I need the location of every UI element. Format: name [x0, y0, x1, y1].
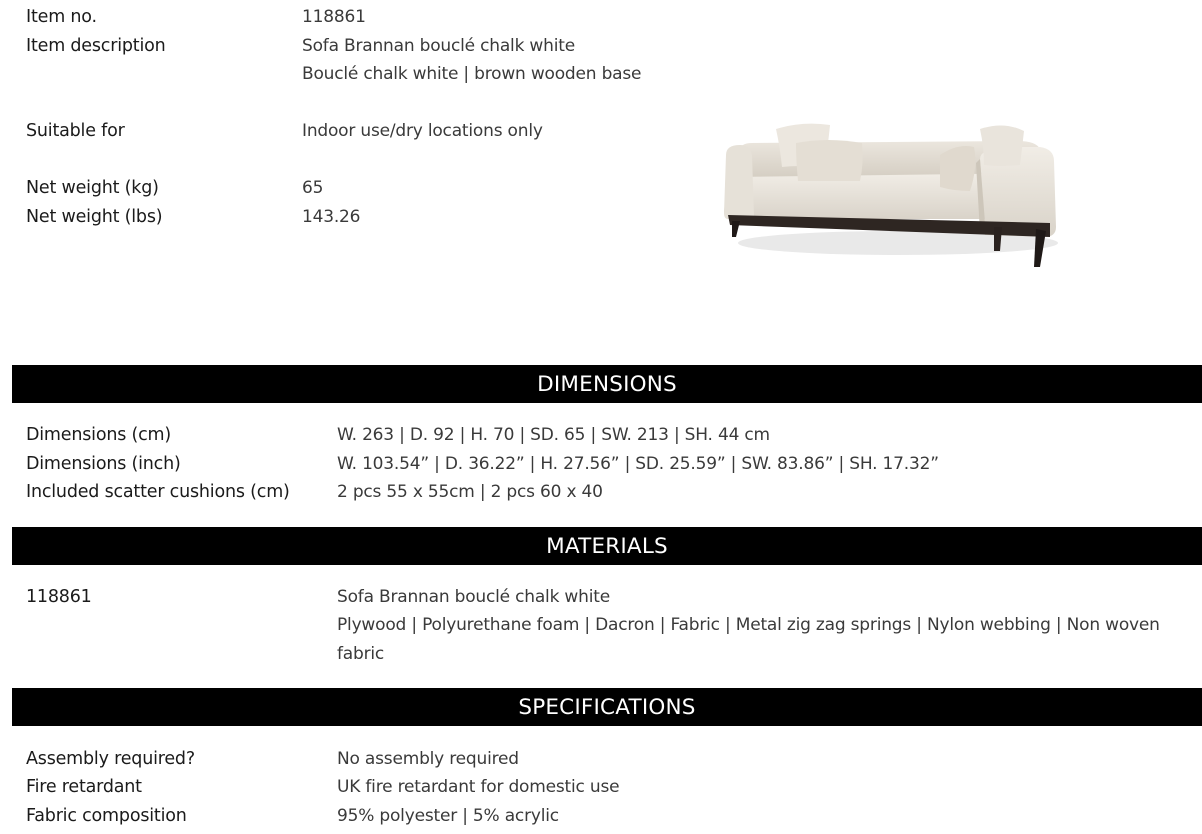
suitable-for-value: Indoor use/dry locations only — [302, 121, 543, 141]
materials-line2: Plywood | Polyurethane foam | Dacron | Fabric | Metal zig zag springs | Nylon webbing | Non woven — [337, 615, 1160, 635]
scatter-cushions-label: Included scatter cushions (cm) — [26, 482, 290, 502]
net-weight-kg-value: 65 — [302, 178, 324, 198]
fabric-composition-value: 95% polyester | 5% acrylic — [337, 806, 559, 826]
item-description-line1: Sofa Brannan bouclé chalk white — [302, 36, 575, 56]
net-weight-lbs-value: 143.26 — [302, 207, 361, 227]
net-weight-kg-label: Net weight (kg) — [26, 178, 159, 198]
specifications-heading: SPECIFICATIONS — [12, 688, 1202, 726]
item-description-line2: Bouclé chalk white | brown wooden base — [302, 64, 642, 84]
suitable-for-label: Suitable for — [26, 121, 125, 141]
fabric-composition-label: Fabric composition — [26, 806, 187, 826]
net-weight-lbs-label: Net weight (lbs) — [26, 207, 163, 227]
dimensions-cm-value: W. 263 | D. 92 | H. 70 | SD. 65 | SW. 213 | SH. 44 cm — [337, 425, 770, 445]
dimensions-inch-value: W. 103.54” | D. 36.22” | H. 27.56” | SD. 25.59” | SW. 83.86” | SH. 17.32” — [337, 454, 939, 474]
item-description-label: Item description — [26, 36, 166, 56]
assembly-label: Assembly required? — [26, 749, 195, 769]
item-no-value: 118861 — [302, 7, 366, 27]
fire-retardant-value: UK fire retardant for domestic use — [337, 777, 620, 797]
item-no-label: Item no. — [26, 7, 97, 27]
dimensions-cm-label: Dimensions (cm) — [26, 425, 172, 445]
sofa-product-image — [718, 115, 1063, 280]
fire-retardant-label: Fire retardant — [26, 777, 142, 797]
materials-heading: MATERIALS — [12, 527, 1202, 565]
dimensions-heading: DIMENSIONS — [12, 365, 1202, 403]
materials-line3: fabric — [337, 644, 385, 664]
materials-line1: Sofa Brannan bouclé chalk white — [337, 587, 610, 607]
assembly-value: No assembly required — [337, 749, 519, 769]
dimensions-inch-label: Dimensions (inch) — [26, 454, 181, 474]
scatter-cushions-value: 2 pcs 55 x 55cm | 2 pcs 60 x 40 — [337, 482, 603, 502]
materials-code: 118861 — [26, 587, 92, 607]
